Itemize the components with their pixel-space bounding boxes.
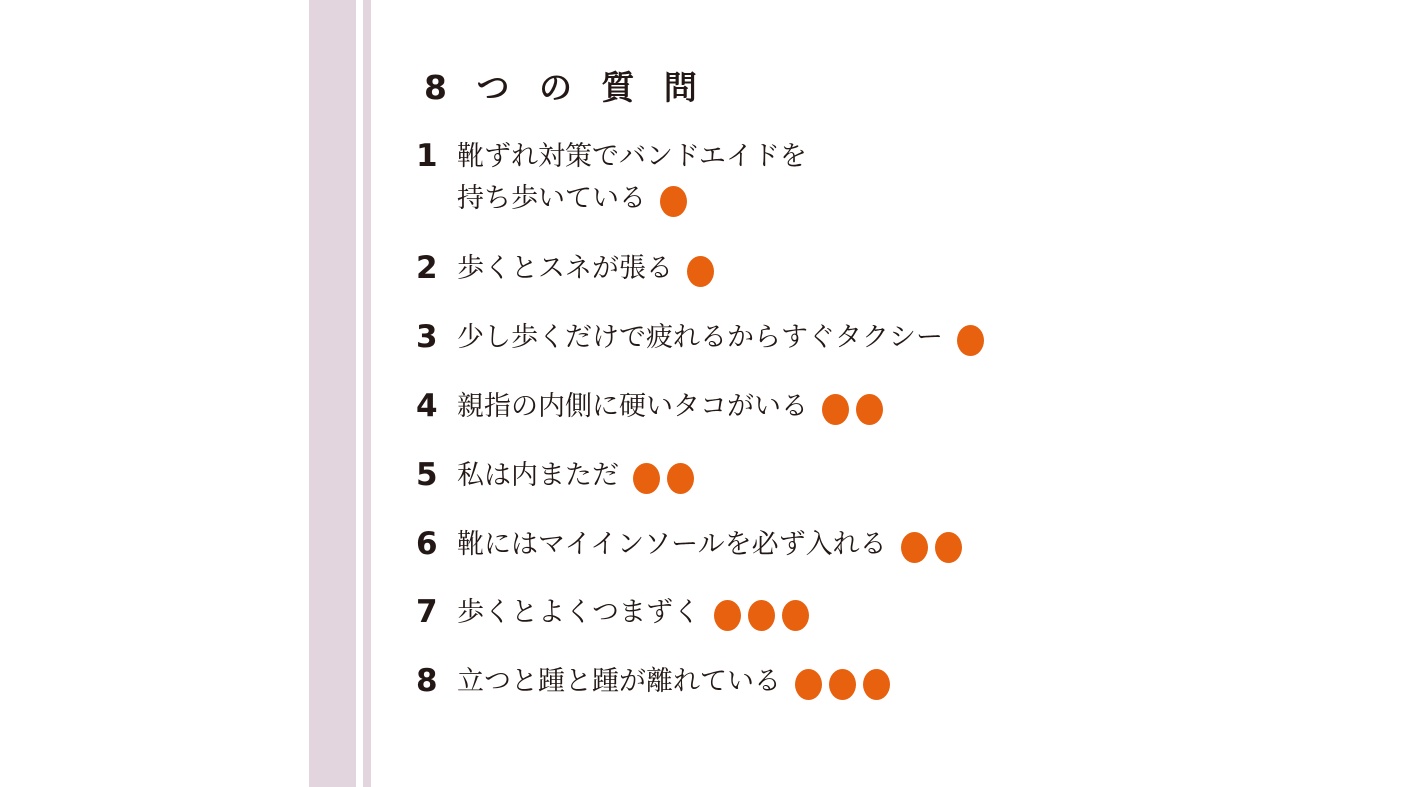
rating-dots [795,663,897,705]
question-text-line-1: 靴ずれ対策でバンドエイドを [457,141,807,172]
rating-dot [687,256,714,287]
rating-dot [660,186,687,217]
rating-dots [822,388,890,430]
rating-dot [633,463,660,494]
question-number: 8 [416,663,438,699]
rating-dots [633,457,701,499]
rating-dots [660,180,694,222]
question-text [457,592,816,636]
rating-dots [687,250,721,292]
rating-dot [782,600,809,631]
rating-dots [957,319,991,361]
question-text-content: 私は内まただ [457,460,619,491]
question-number: 7 [416,594,438,630]
question-number: 6 [416,526,438,562]
rating-dot [957,325,984,356]
rating-dot [667,463,694,494]
decorative-side-bar-wide [309,0,356,787]
rating-dot [863,669,890,700]
question-item-6 [416,524,969,568]
question-text [457,524,969,568]
rating-dot [935,532,962,563]
rating-dot [822,394,849,425]
decorative-side-bar-thin [363,0,371,787]
question-text-content: 親指の内側に硬いタコがいる [457,391,808,422]
question-item-2 [416,248,721,292]
question-text [457,455,701,499]
rating-dot [901,532,928,563]
question-item-4 [416,386,890,430]
rating-dot [856,394,883,425]
question-text [457,661,897,705]
question-text [457,317,991,361]
question-number: 1 [416,138,438,174]
question-text [457,248,721,292]
question-item-8 [416,661,897,705]
question-text-content: 歩くとよくつまずく [457,597,700,628]
question-number: 5 [416,457,438,493]
question-text [457,386,890,430]
question-number: 3 [416,319,438,355]
rating-dot [714,600,741,631]
rating-dot [795,669,822,700]
question-text [457,136,807,222]
question-text-line-2 [457,178,807,222]
question-item-3 [416,317,991,361]
question-text-content: 立つと踵と踵が離れている [457,666,781,697]
question-text-content: 歩くとスネが張る [457,253,673,284]
question-item-1 [416,136,807,222]
question-number: 4 [416,388,438,424]
rating-dots [714,594,816,636]
question-text-line-2-content: 持ち歩いている [457,183,646,214]
rating-dots [901,526,969,568]
question-item-5 [416,455,701,499]
rating-dot [829,669,856,700]
rating-dot [748,600,775,631]
question-item-7 [416,592,816,636]
question-number: 2 [416,250,438,286]
question-text-content: 少し歩くだけで疲れるからすぐタクシー [457,322,943,353]
page-title: 8 つ の 質 問 [424,68,706,107]
question-text-content: 靴にはマイインソールを必ず入れる [457,529,887,560]
